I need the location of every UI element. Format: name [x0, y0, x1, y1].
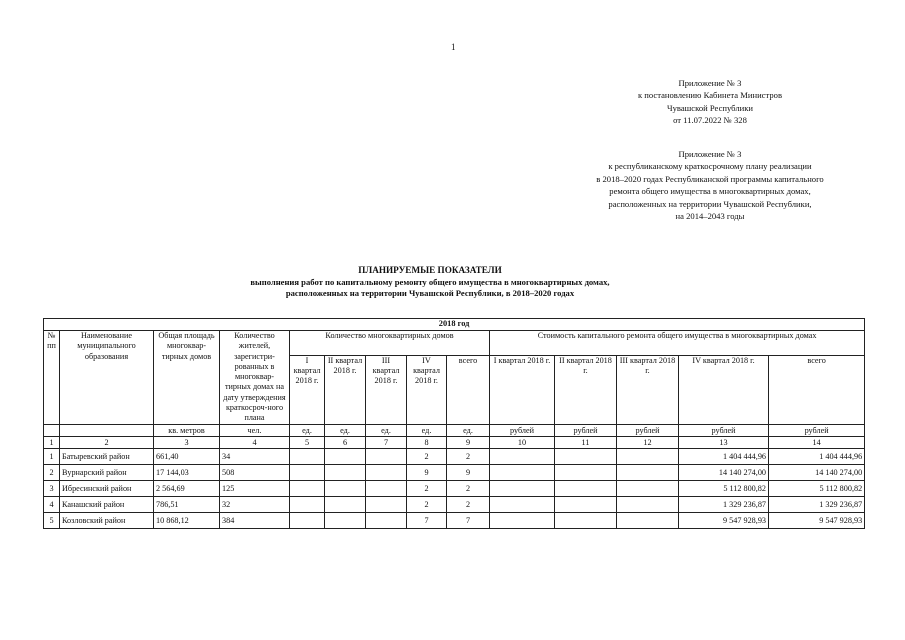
row-district: Канашский район: [60, 496, 154, 512]
title-line-1: ПЛАНИРУЕМЫЕ ПОКАЗАТЕЛИ: [358, 265, 502, 275]
row-cost-total: 9 547 928,93: [769, 512, 865, 528]
row-district: Ибресинский район: [60, 480, 154, 496]
unit-cell: кв. метров: [154, 424, 220, 436]
column-number: 2: [60, 436, 154, 448]
approval-line: в 2018–2020 годах Республиканской программы капитального: [596, 173, 824, 184]
row-count-q4: 2: [407, 448, 447, 464]
title-line-3: расположенных на территории Чувашской Республики, в 2018–2020 годах: [285, 288, 575, 299]
row-count-q1: [290, 448, 325, 464]
row-num: 3: [44, 480, 60, 496]
header-count-q4: IV квартал 2018 г.: [407, 355, 447, 424]
unit-cell: ед.: [447, 424, 490, 436]
indicators-table: [43, 318, 865, 529]
row-count-q4: 2: [407, 496, 447, 512]
row-count-q2: [325, 464, 366, 480]
column-number: 9: [447, 436, 490, 448]
header-cost-q4: IV квартал 2018 г.: [679, 355, 769, 424]
row-area: 786,51: [154, 496, 220, 512]
row-count-total: 9: [447, 464, 490, 480]
column-number: 5: [290, 436, 325, 448]
header-count-q2: II квартал 2018 г.: [325, 355, 366, 424]
row-residents: 508: [220, 464, 290, 480]
row-cost-total: 1 329 236,87: [769, 496, 865, 512]
row-cost-q2: [555, 464, 617, 480]
row-count-q3: [366, 480, 407, 496]
row-district: Козловский район: [60, 512, 154, 528]
approval-line: Приложение № 3: [678, 149, 742, 159]
page-number: 1: [451, 42, 456, 52]
approval-line: от 11.07.2022 № 328: [673, 115, 747, 126]
table-row: [44, 496, 865, 512]
column-numbers-row: [44, 436, 865, 448]
row-count-q2: [325, 448, 366, 464]
header-cost-q3: III квартал 2018 г.: [617, 355, 679, 424]
header-count: Количество многоквартирных домов: [290, 331, 490, 356]
row-count-q2: [325, 496, 366, 512]
column-number: 12: [617, 436, 679, 448]
header-num: № пп: [44, 331, 60, 425]
year-header: 2018 год: [44, 319, 865, 331]
approval-line: Приложение № 3: [678, 78, 742, 88]
unit-cell: ед.: [325, 424, 366, 436]
header-count-q1: I квартал 2018 г.: [290, 355, 325, 424]
row-cost-total: 5 112 800,82: [769, 480, 865, 496]
unit-cell: чел.: [220, 424, 290, 436]
row-cost-q3: [617, 512, 679, 528]
row-count-total: 2: [447, 448, 490, 464]
unit-cell: рублей: [490, 424, 555, 436]
row-cost-q2: [555, 448, 617, 464]
table-row: [44, 448, 865, 464]
column-number: 6: [325, 436, 366, 448]
row-cost-q1: [490, 496, 555, 512]
row-count-total: 7: [447, 512, 490, 528]
row-area: 2 564,69: [154, 480, 220, 496]
unit-cell: ед.: [290, 424, 325, 436]
row-district: Вурнарский район: [60, 464, 154, 480]
row-area: 10 868,12: [154, 512, 220, 528]
approval-block-cabinet: [600, 77, 820, 127]
row-count-q4: 7: [407, 512, 447, 528]
row-count-q2: [325, 480, 366, 496]
table-row: [44, 480, 865, 496]
approval-line: к республиканскому краткосрочному плану реализации: [608, 161, 812, 172]
row-cost-q2: [555, 512, 617, 528]
table-row: [44, 464, 865, 480]
unit-cell: [44, 424, 60, 436]
row-residents: 384: [220, 512, 290, 528]
row-count-q4: 9: [407, 464, 447, 480]
header-row-1: [44, 331, 865, 356]
column-number: 1: [44, 436, 60, 448]
header-cost-q2: II квартал 2018 г.: [555, 355, 617, 424]
unit-cell: рублей: [769, 424, 865, 436]
row-cost-q3: [617, 496, 679, 512]
column-number: 10: [490, 436, 555, 448]
header-area: Общая площадь многоквар-тирных домов: [154, 331, 220, 425]
unit-cell: [60, 424, 154, 436]
column-number: 4: [220, 436, 290, 448]
row-cost-q3: [617, 464, 679, 480]
row-cost-q4: 5 112 800,82: [679, 480, 769, 496]
title-line-2: выполнения работ по капитальному ремонту общего имущества в многоквартирных домах,: [250, 276, 610, 287]
row-count-q1: [290, 512, 325, 528]
unit-cell: рублей: [555, 424, 617, 436]
row-district: Батыревский район: [60, 448, 154, 464]
unit-cell: рублей: [679, 424, 769, 436]
row-count-q1: [290, 480, 325, 496]
column-number: 14: [769, 436, 865, 448]
row-num: 4: [44, 496, 60, 512]
approval-line: на 2014–2043 годы: [675, 211, 745, 222]
row-cost-total: 1 404 444,96: [769, 448, 865, 464]
column-number: 7: [366, 436, 407, 448]
row-count-q1: [290, 464, 325, 480]
row-residents: 34: [220, 448, 290, 464]
unit-cell: ед.: [407, 424, 447, 436]
row-area: 661,40: [154, 448, 220, 464]
year-header-row: [44, 319, 865, 331]
row-cost-q3: [617, 480, 679, 496]
approval-line: ремонта общего имущества в многоквартирных домах,: [609, 186, 811, 197]
row-cost-q1: [490, 480, 555, 496]
row-count-total: 2: [447, 496, 490, 512]
row-count-q3: [366, 448, 407, 464]
row-cost-q2: [555, 480, 617, 496]
row-cost-q1: [490, 464, 555, 480]
header-count-total: всего: [447, 355, 490, 424]
unit-cell: рублей: [617, 424, 679, 436]
column-number: 13: [679, 436, 769, 448]
header-count-q3: III квартал 2018 г.: [366, 355, 407, 424]
column-number: 3: [154, 436, 220, 448]
units-row: [44, 424, 865, 436]
unit-cell: ед.: [366, 424, 407, 436]
header-cost: Стоимость капитального ремонта общего имущества в многоквартирных домах: [490, 331, 865, 356]
table-row: [44, 512, 865, 528]
column-number: 11: [555, 436, 617, 448]
row-count-q4: 2: [407, 480, 447, 496]
header-cost-q1: I квартал 2018 г.: [490, 355, 555, 424]
row-residents: 32: [220, 496, 290, 512]
row-cost-q1: [490, 512, 555, 528]
column-number: 8: [407, 436, 447, 448]
row-cost-q4: 1 404 444,96: [679, 448, 769, 464]
row-count-q3: [366, 496, 407, 512]
row-count-q1: [290, 496, 325, 512]
row-cost-q4: 14 140 274,00: [679, 464, 769, 480]
row-count-q3: [366, 512, 407, 528]
header-name: Наименование муниципального образования: [60, 331, 154, 425]
row-cost-q1: [490, 448, 555, 464]
row-count-q3: [366, 464, 407, 480]
row-cost-total: 14 140 274,00: [769, 464, 865, 480]
row-num: 5: [44, 512, 60, 528]
row-num: 1: [44, 448, 60, 464]
row-residents: 125: [220, 480, 290, 496]
row-area: 17 144,03: [154, 464, 220, 480]
document-title: [100, 265, 760, 300]
approval-line: расположенных на территории Чувашской Республики,: [608, 198, 812, 209]
approval-line: к постановлению Кабинета Министров: [637, 90, 783, 101]
row-cost-q4: 1 329 236,87: [679, 496, 769, 512]
approval-block-plan: [555, 148, 865, 222]
approval-line: Чувашской Республики: [667, 102, 753, 113]
row-cost-q2: [555, 496, 617, 512]
row-cost-q4: 9 547 928,93: [679, 512, 769, 528]
row-num: 2: [44, 464, 60, 480]
header-cost-total: всего: [769, 355, 865, 424]
row-count-q2: [325, 512, 366, 528]
row-cost-q3: [617, 448, 679, 464]
row-count-total: 2: [447, 480, 490, 496]
header-residents: Количество жителей, зарегистри-рованных в многоквар-тирных домах на дату утверждения краткосроч-ного плана: [220, 331, 290, 425]
